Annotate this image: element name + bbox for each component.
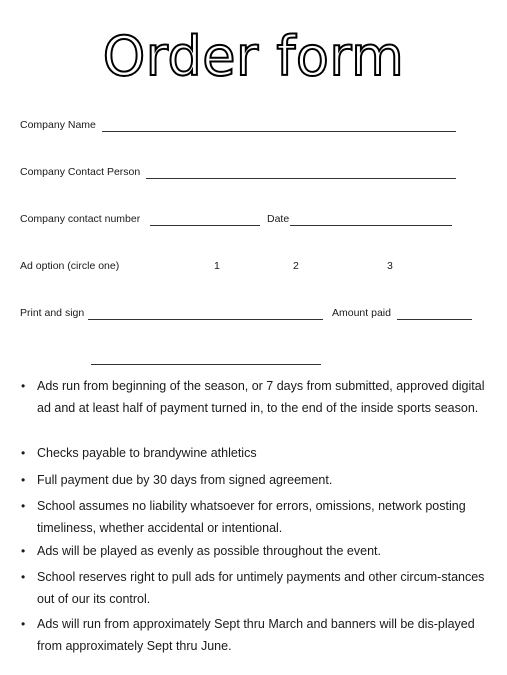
ad-option-2[interactable]: 2	[293, 260, 299, 272]
print-sign-row	[20, 306, 480, 320]
bullet-icon: •	[21, 499, 26, 513]
contact-person-label: Company Contact Person	[20, 166, 141, 178]
bullet-icon: •	[21, 473, 26, 487]
contact-person-row	[20, 165, 140, 179]
contact-number-row	[20, 212, 480, 226]
date-label: Date	[267, 213, 290, 225]
bullet-icon: •	[21, 544, 26, 558]
bullet-icon: •	[21, 379, 26, 393]
contact-person-field[interactable]	[146, 165, 456, 179]
amount-paid-field[interactable]	[397, 306, 472, 320]
contact-number-label: Company contact number	[20, 213, 141, 225]
ad-option-3[interactable]: 3	[387, 260, 393, 272]
company-name-label: Company Name	[20, 119, 96, 131]
amount-paid-label: Amount paid	[332, 307, 391, 319]
ad-option-1[interactable]: 1	[214, 260, 220, 272]
print-sign-label: Print and sign	[20, 307, 85, 319]
bullet-icon: •	[21, 617, 26, 631]
company-name-row	[20, 118, 96, 132]
date-field[interactable]	[290, 212, 452, 226]
list-item: • Ads run from beginning of the season, or 7 days from submitted, approved digital ad and at least half of payment turned in, to the end of the inside sports season.	[37, 376, 492, 419]
list-item: • Ads will be played as evenly as possible throughout the event.	[37, 541, 492, 563]
ad-option-label: Ad option (circle one)	[20, 260, 120, 272]
list-item: • Full payment due by 30 days from signed agreement.	[37, 470, 492, 492]
print-sign-field[interactable]	[88, 306, 323, 320]
list-item: • School reserves right to pull ads for untimely payments and other circum-stances out of our its control.	[37, 567, 492, 610]
list-item: • Ads will run from approximately Sept thru March and banners will be dis-played from approximately Sept thru June.	[37, 614, 492, 657]
signature-line[interactable]	[91, 364, 321, 365]
page-title: Order form	[102, 25, 405, 88]
company-name-field[interactable]	[102, 118, 456, 132]
bullet-icon: •	[21, 446, 26, 460]
list-item: • School assumes no liability whatsoever for errors, omissions, network posting timeliness, whether accidental or intentional.	[37, 496, 492, 539]
ad-option-row	[20, 259, 119, 273]
contact-number-field[interactable]	[150, 212, 260, 226]
list-item: • Checks payable to brandywine athletics	[37, 443, 492, 465]
bullet-icon: •	[21, 570, 26, 584]
